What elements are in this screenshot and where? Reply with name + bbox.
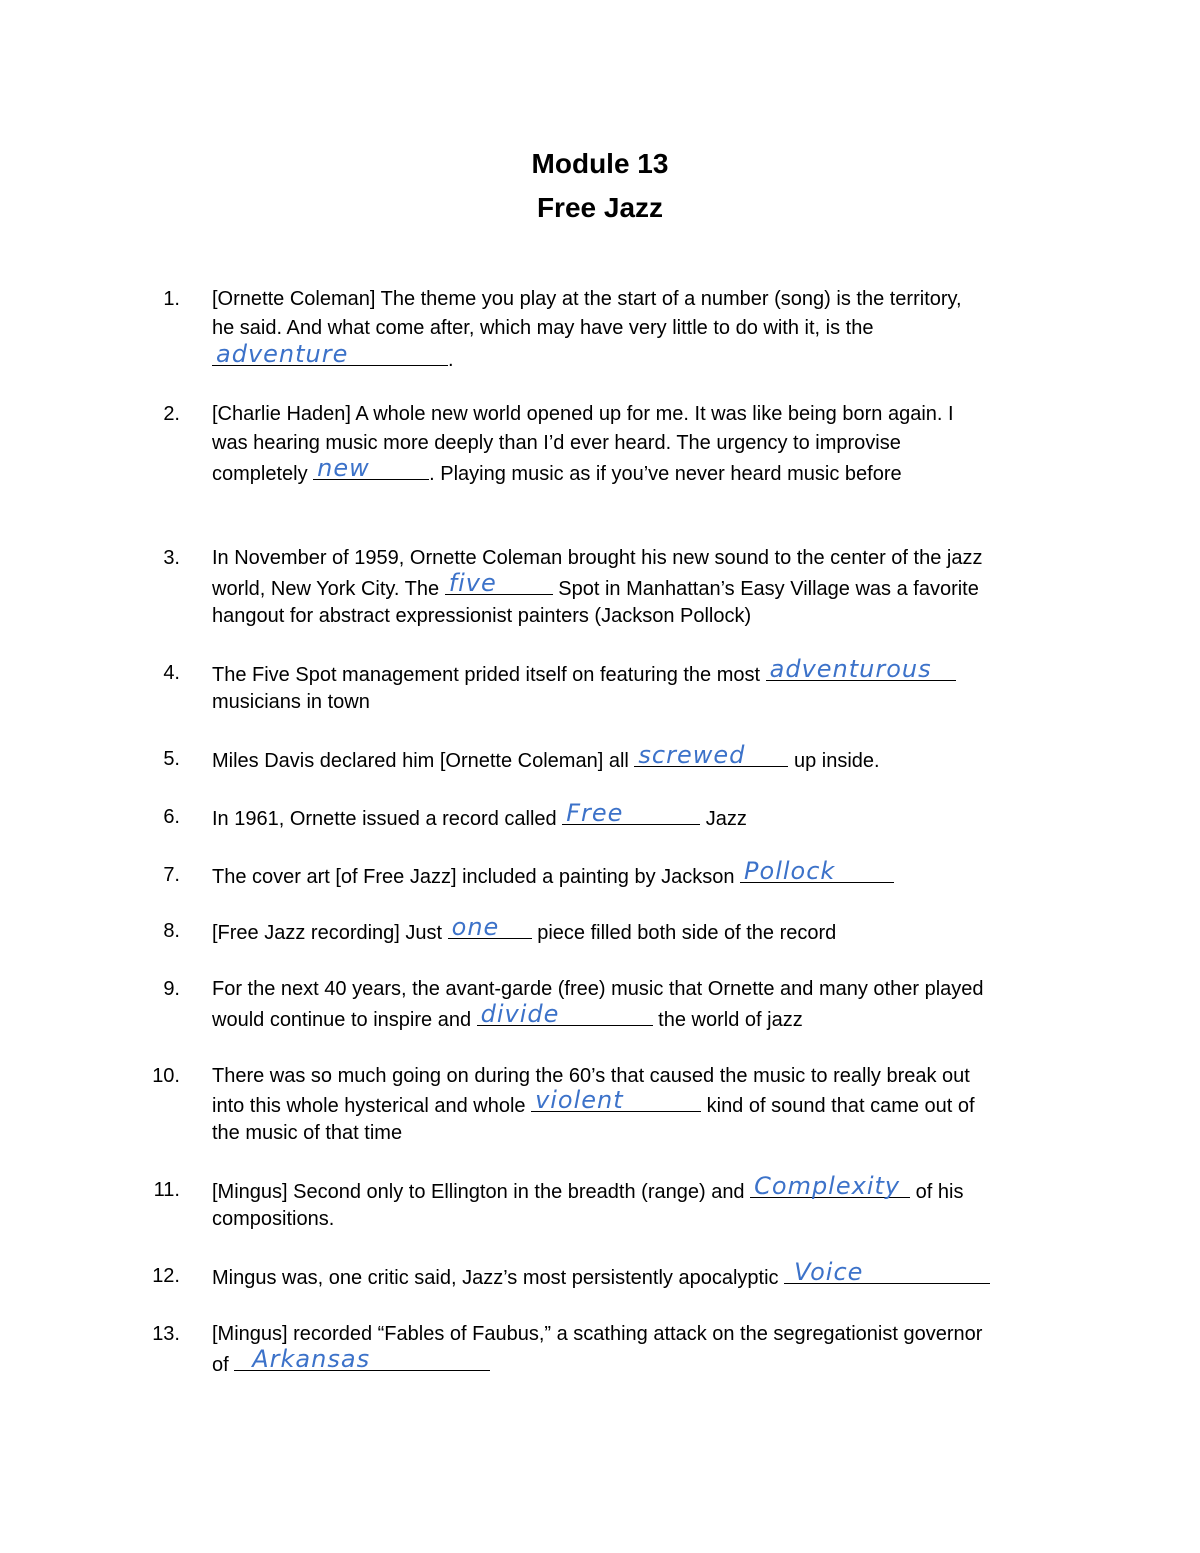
question-number: 3.	[163, 547, 180, 569]
question-text: There was so much going on during the 60’s that caused the music to really break out	[212, 1065, 970, 1087]
question-number: 12.	[152, 1265, 180, 1287]
answer-blank	[313, 454, 429, 482]
answer-blank	[784, 1258, 990, 1286]
question-text: For the next 40 years, the avant-garde (free) music that Ornette and many other played	[212, 978, 984, 1000]
answer-blank	[562, 799, 700, 827]
handwritten-answer: one	[451, 913, 500, 941]
page-title: Module 13	[531, 148, 669, 179]
question-text: The Five Spot management prided itself on featuring the most adventurous	[212, 662, 956, 687]
question-text: [Free Jazz recording] Just one piece filled both side of the record	[212, 913, 837, 944]
answer-blank	[531, 1086, 701, 1114]
question-number: 4.	[163, 662, 180, 684]
question-text: [Mingus] recorded “Fables of Faubus,” a scathing attack on the segregationist governor	[212, 1323, 983, 1345]
question-text: Miles Davis declared him [Ornette Coleman] all screwed up inside.	[212, 741, 880, 772]
question-text: adventure .	[212, 347, 454, 372]
question-text: musicians in town	[212, 691, 370, 713]
answer-blank	[445, 569, 553, 597]
handwritten-answer: Voice	[794, 1258, 864, 1286]
question-text: he said. And what come after, which may have very little to do with it, is the	[212, 317, 874, 339]
answer-blank	[750, 1172, 910, 1200]
question-text: would continue to inspire and divide the world of jazz	[212, 1000, 803, 1031]
question-text: Mingus was, one critic said, Jazz’s most persistently apocalyptic Voice	[212, 1265, 990, 1290]
question-text: compositions.	[212, 1208, 335, 1230]
question-text: the music of that time	[212, 1122, 403, 1144]
question-text: In November of 1959, Ornette Coleman brought his new sound to the center of the jazz	[212, 547, 983, 569]
question-text: completely new . Playing music as if you’ve never heard music before	[212, 454, 902, 485]
page-subtitle: Free Jazz	[536, 192, 664, 223]
question-text: into this whole hysterical and whole violent kind of sound that came out of	[212, 1086, 975, 1117]
handwritten-answer: adventurous	[769, 655, 932, 683]
question-text: hangout for abstract expressionist painters (Jackson Pollock)	[212, 605, 752, 627]
handwritten-answer: five	[448, 569, 497, 597]
question-text: [Ornette Coleman] The theme you play at the start of a number (song) is the territory,	[212, 288, 962, 310]
handwritten-answer: violent	[535, 1086, 624, 1114]
handwritten-answer: divide	[480, 1000, 560, 1028]
question-number: 9.	[163, 978, 180, 1000]
question-text: was hearing music more deeply than I’d ever heard. The urgency to improvise	[212, 432, 901, 454]
handwritten-answer: new	[317, 454, 370, 482]
question-text: [Charlie Haden] A whole new world opened up for me. It was like being born again. I	[212, 403, 954, 425]
answer-blank	[477, 1000, 653, 1028]
question-text: In 1961, Ornette issued a record called Free Jazz	[212, 799, 747, 830]
question-number: 6.	[163, 806, 180, 828]
question-text: The cover art [of Free Jazz] included a painting by Jackson Pollock	[212, 864, 894, 889]
question-text: of Arkansas	[212, 1352, 490, 1377]
handwritten-answer: Free	[566, 799, 624, 827]
question-number: 1.	[163, 288, 180, 310]
handwritten-answer: Complexity	[754, 1172, 901, 1200]
handwritten-answer: Arkansas	[252, 1345, 371, 1373]
answer-blank	[766, 655, 956, 683]
question-number: 5.	[163, 748, 180, 770]
question-number: 13.	[152, 1323, 180, 1345]
question-number: 10.	[152, 1065, 180, 1087]
answer-blank	[634, 741, 788, 769]
question-number: 7.	[163, 864, 180, 886]
question-text: [Mingus] Second only to Ellington in the breadth (range) and Complexity of his	[212, 1172, 964, 1203]
question-text: world, New York City. The five Spot in Manhattan’s Easy Village was a favorite	[212, 569, 979, 600]
handwritten-answer: adventure	[216, 340, 349, 368]
answer-blank	[740, 857, 894, 885]
answer-blank	[234, 1345, 490, 1373]
question-number: 11.	[153, 1179, 180, 1201]
handwritten-answer: screwed	[638, 741, 746, 769]
answer-blank	[212, 340, 448, 368]
handwritten-answer: Pollock	[744, 857, 836, 885]
question-number: 8.	[163, 920, 180, 942]
answer-blank	[448, 913, 532, 941]
question-number: 2.	[163, 403, 180, 425]
